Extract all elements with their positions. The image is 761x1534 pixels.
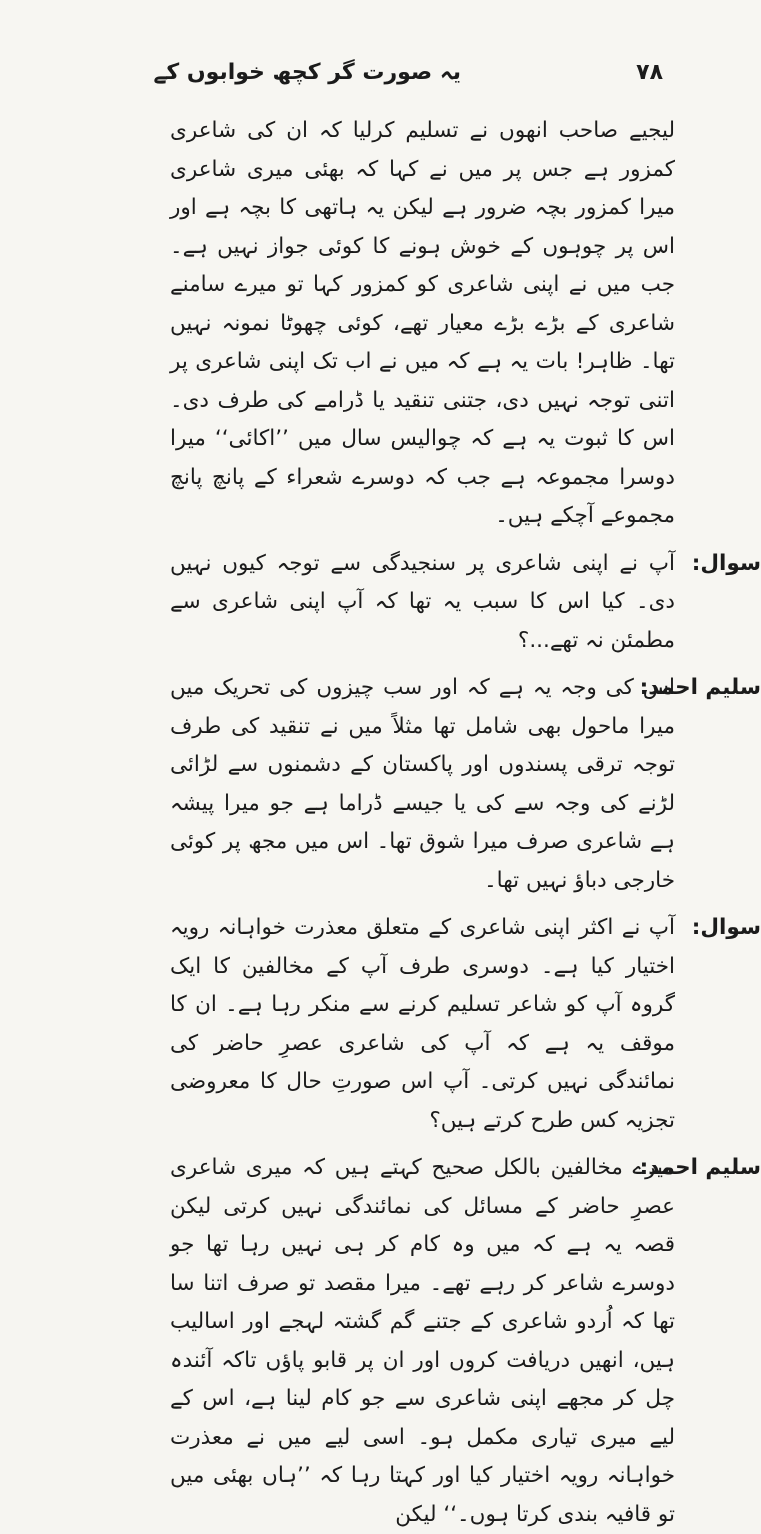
dialogue-entry [170,909,761,1140]
speaker-label: سوال: [691,550,761,576]
answer-text: میرے مخالفین بالکل صحیح کہتے ہیں کہ میری شاعری عصرِ حاضر کے مسائل کی نمائندگی نہیں کرتی لیکن قصہ یہ ہے کہ میں وہ کام کر ہی نہیں رہا تھا جو دوسرے شاعر کر رہے تھے۔ میرا مقصد تو صرف اتنا سا تھا کہ اُردو شاعری کے جتنے گم گشتہ لہجے اور اسالیب ہیں، انھیں دریافت کروں اور ان پر قابو پاؤں تاکہ آئندہ چل کر مجھے اپنی شاعری سے جو کام لینا ہے، اس کے لیے میری تیاری مکمل ہو۔ اسی لیے میں نے معذرت خواہانہ رویہ اختیار کیا اور کہتا رہا کہ ’’ہاں بھئی میں تو قافیہ بندی کرتا ہوں۔‘‘ لیکن [170,1155,675,1527]
speaker-label: سلیم احمد: [639,675,761,700]
page-header [40,58,721,94]
dialogue-entry [170,1149,761,1534]
page-number: ۷۸ [636,60,663,85]
running-title: یہ صورت گر کچھ خوابوں کے [153,60,461,85]
intro-paragraph: لیجیے صاحب انھوں نے تسلیم کرلیا کہ ان کی شاعری کمزور ہے جس پر میں نے کہا کہ بھئی میری شاعری میرا کمزور بچہ ضرور ہے لیکن یہ ہاتھی کا بچہ ہے اور اس پر چوہوں کے خوش ہونے کا کوئی جواز نہیں ہے۔ جب میں نے اپنی شاعری کو کمزور کہا تو میرے سامنے شاعری کے بڑے بڑے معیار تھے، کوئی چھوٹا نمونہ نہیں تھا۔ ظاہر! بات یہ ہے کہ میں نے اب تک اپنی شاعری پر اتنی توجہ نہیں دی، جتنی تنقید یا ڈرامے کی طرف دی۔ اس کا ثبوت یہ ہے کہ چوالیس سال میں ’’اکائی‘‘ میرا دوسرا مجموعہ ہے جب کہ دوسرے شعراء کے پانچ پانچ مجموعے آچکے ہیں۔ [170,118,675,528]
speaker-label: سلیم احمد: [639,1155,761,1180]
dialogue-entry [170,669,761,900]
dialogue-entry [170,545,761,661]
answer-text: اس کی وجہ یہ ہے کہ اور سب چیزوں کی تحریک میں میرا ماحول بھی شامل تھا مثلاً میں نے تنقید کی طرف توجہ ترقی پسندوں اور پاکستان کے دشمنوں سے لڑائی لڑنے کی وجہ سے کی یا جیسے ڈراما ہے جو میرا پیشہ ہے شاعری صرف میرا شوق تھا۔ اس میں مجھ پر کوئی خارجی دباؤ نہیں تھا۔ [170,675,675,893]
page-body [170,112,761,1534]
question-text: آپ نے اپنی شاعری پر سنجیدگی سے توجہ کیوں نہیں دی۔ کیا اس کا سبب یہ تھا کہ آپ اپنی شاعری سے مطمئن نہ تھے...؟ [170,550,675,653]
question-text: آپ نے اکثر اپنی شاعری کے متعلق معذرت خواہانہ رویہ اختیار کیا ہے۔ دوسری طرف آپ کے مخالفین کا ایک گروہ آپ کو شاعر تسلیم کرنے سے منکر رہا ہے۔ ان کا موقف یہ ہے کہ آپ کی شاعری عصرِ حاضر کی نمائندگی نہیں کرتی۔ آپ اس صورتِ حال کا معروضی تجزیہ کس طرح کرتے ہیں؟ [170,915,675,1133]
speaker-label: سوال: [691,915,761,940]
